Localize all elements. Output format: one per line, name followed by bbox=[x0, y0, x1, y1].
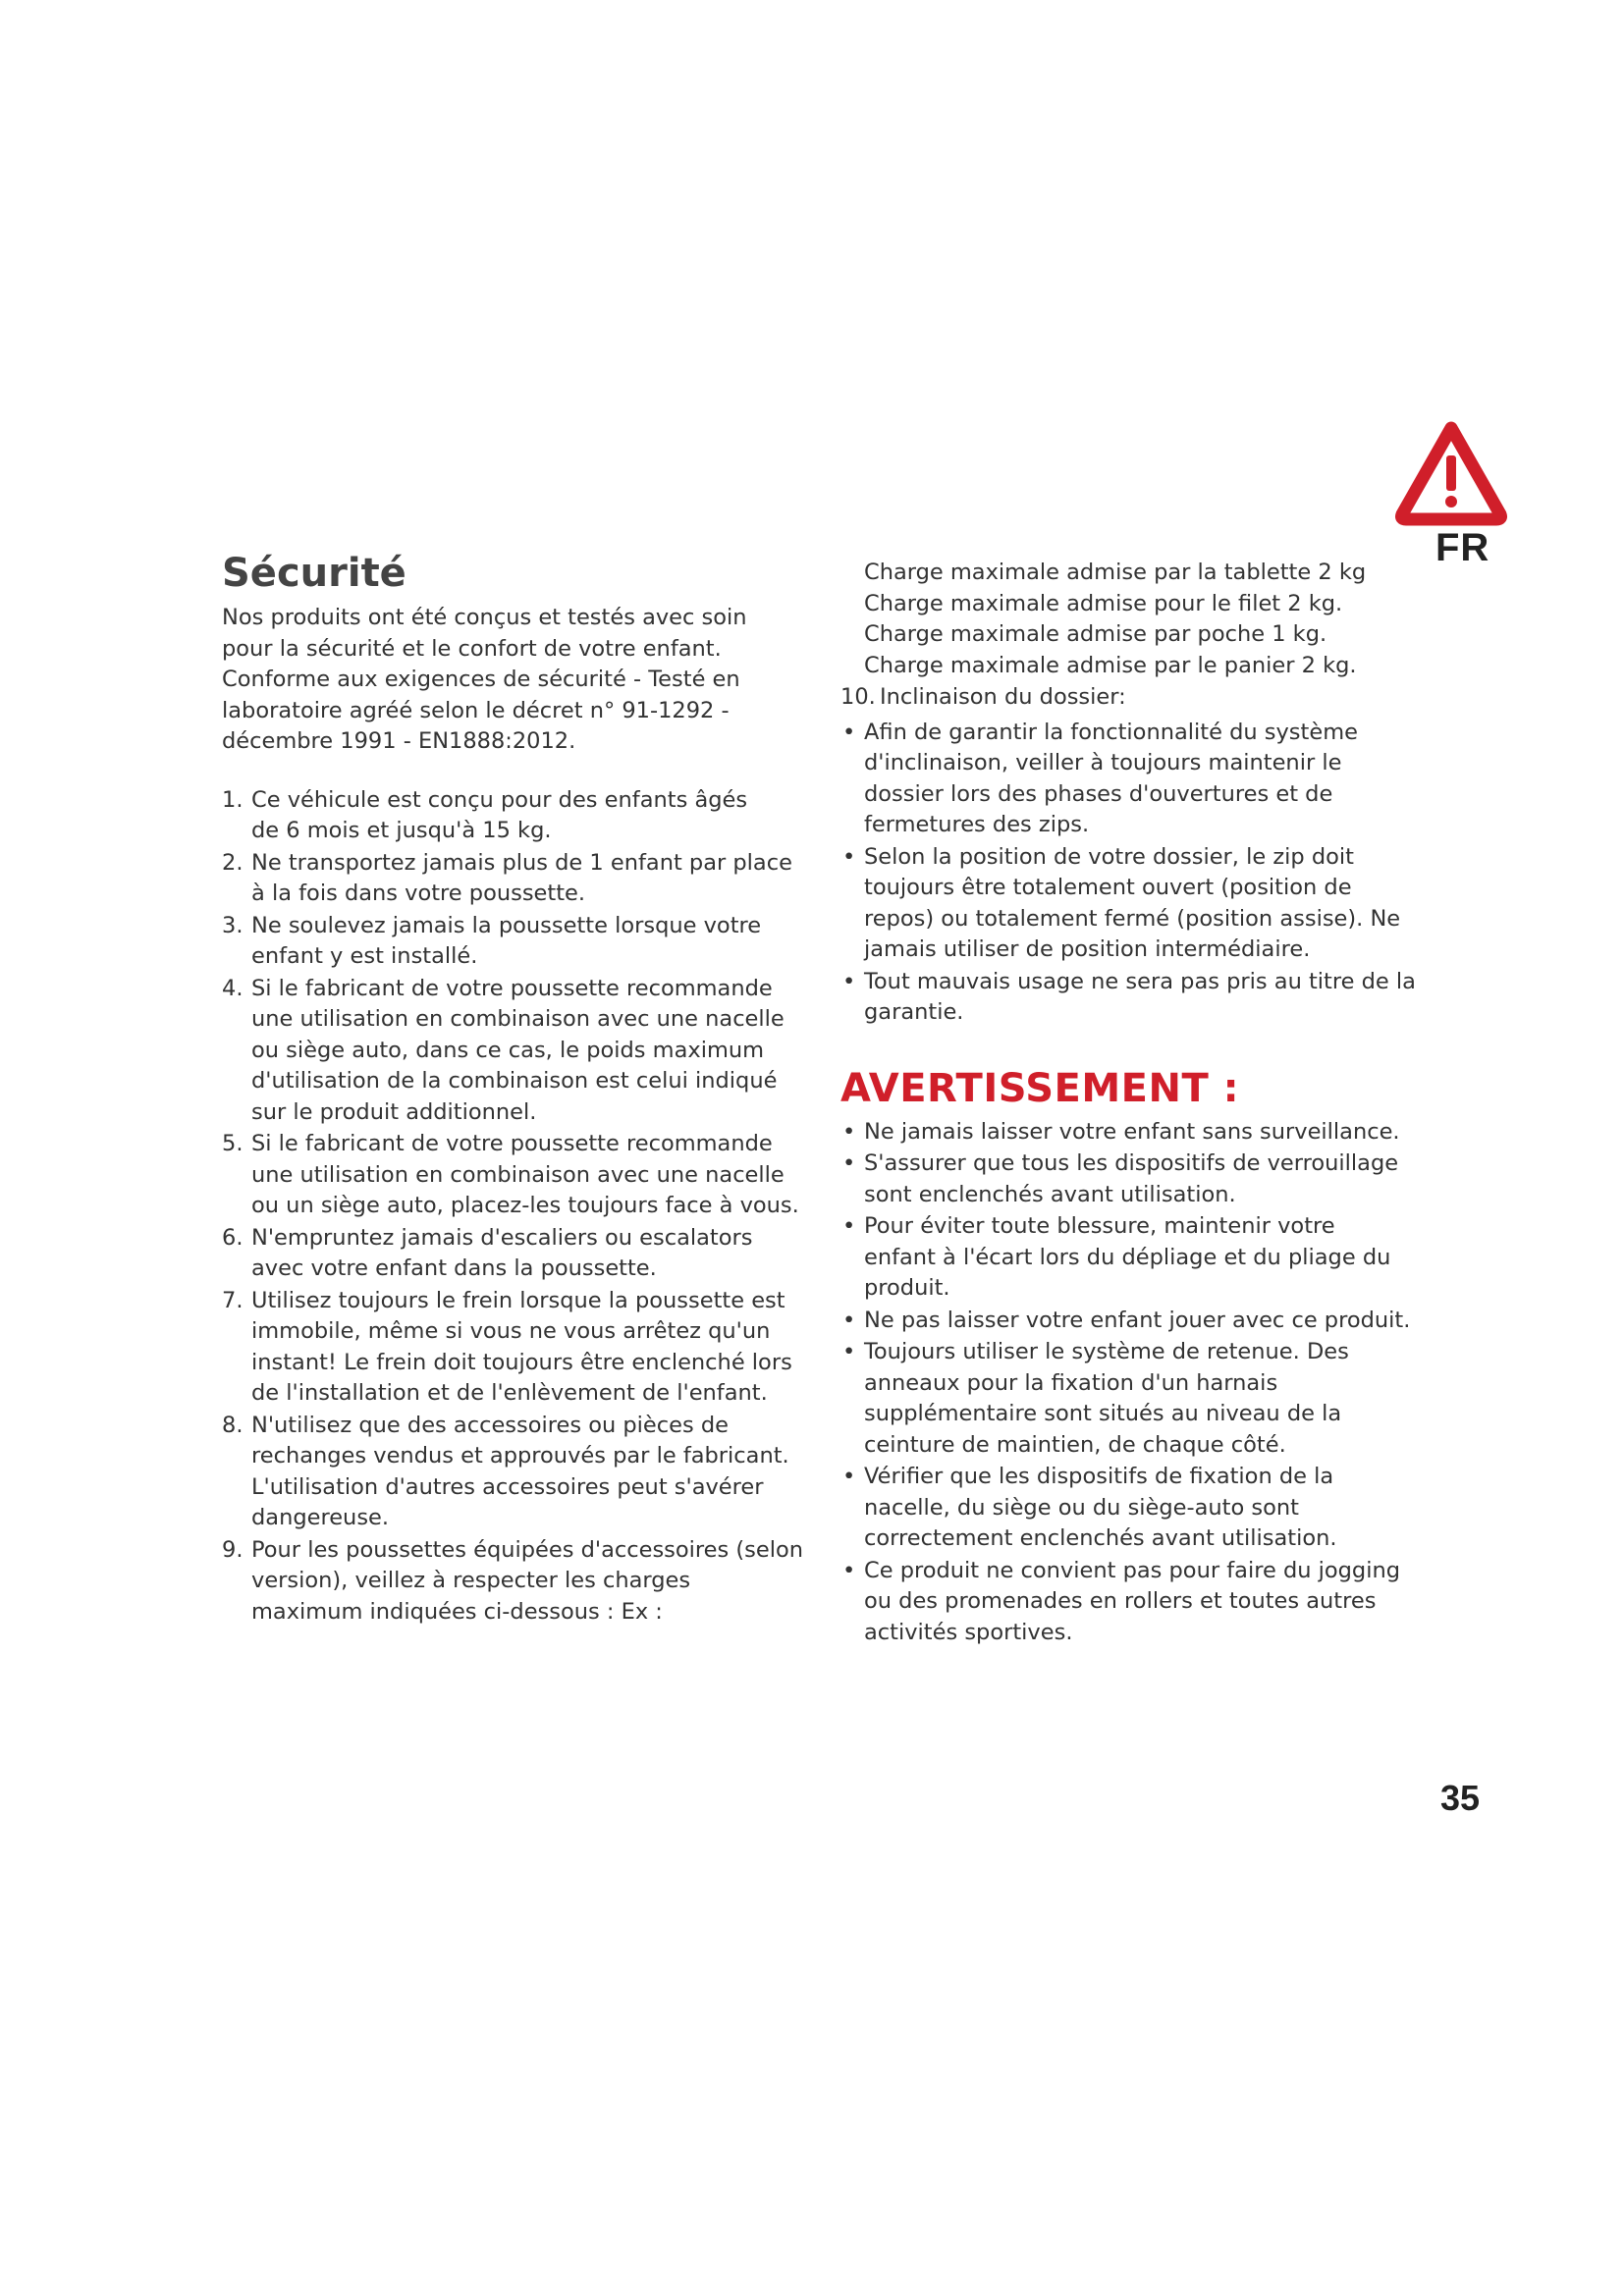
item-line: de 6 mois et jusqu'à 15 kg. bbox=[251, 818, 552, 843]
item-line: avec votre enfant dans la poussette. bbox=[251, 1255, 657, 1281]
item-line: immobile, même si vous ne vous arrêtez qu'un bbox=[251, 1318, 771, 1344]
item-number: 9. bbox=[222, 1536, 244, 1563]
bullet-item bbox=[840, 967, 1469, 1029]
language-label: FR bbox=[1435, 526, 1490, 569]
item-number: 10. bbox=[840, 684, 876, 710]
item-line: sur le produit additionnel. bbox=[251, 1098, 537, 1125]
bullet-item bbox=[840, 1556, 1469, 1649]
max-load-list bbox=[864, 558, 1469, 681]
item-line: ceinture de maintien, de chaque côté. bbox=[864, 1431, 1286, 1458]
right-column bbox=[840, 558, 1469, 1649]
item-line: fermetures des zips. bbox=[864, 812, 1090, 837]
item-line: ou siège auto, dans ce cas, le poids maximum bbox=[251, 1037, 765, 1063]
list-item-10 bbox=[840, 682, 1469, 714]
item-line: nacelle, du siège ou du siège-auto sont bbox=[864, 1494, 1299, 1521]
item-line: • Ne jamais laisser votre enfant sans surveillance. bbox=[864, 1118, 1400, 1145]
item-line: • S'assurer que tous les dispositifs de verrouillage bbox=[864, 1150, 1399, 1176]
bullet-item bbox=[840, 1148, 1469, 1210]
item-line: N'utilisez que des accessoires ou pièces de bbox=[251, 1412, 729, 1438]
intro-line: laboratoire agréé selon le décret n° 91-1292 - bbox=[222, 697, 730, 723]
list-item bbox=[222, 1129, 850, 1222]
item-line: d'utilisation de la combinaison est celui indiqué bbox=[251, 1068, 778, 1094]
item-number: 8. bbox=[222, 1412, 244, 1438]
max-load-line: Charge maximale admise par poche 1 kg. bbox=[864, 621, 1327, 647]
item-line: activités sportives. bbox=[864, 1619, 1073, 1645]
bullet-item bbox=[840, 718, 1469, 841]
list-item bbox=[222, 1535, 850, 1629]
intro-line: pour la sécurité et le confort de votre enfant. bbox=[222, 635, 722, 662]
max-load-line: Charge maximale admise pour le filet 2 kg. bbox=[864, 590, 1343, 616]
item-line: Ne transportez jamais plus de 1 enfant par place bbox=[251, 849, 792, 876]
item-line: correctement enclenchés avant utilisation. bbox=[864, 1525, 1337, 1551]
item-line: anneaux pour la fixation d'un harnais bbox=[864, 1369, 1278, 1396]
intro-line: Conforme aux exigences de sécurité - Testé en bbox=[222, 667, 740, 692]
item-line: ou un siège auto, placez-les toujours face à vous. bbox=[251, 1193, 799, 1218]
item-line: d'inclinaison, veiller à toujours maintenir le bbox=[864, 750, 1342, 775]
list-item bbox=[222, 785, 850, 847]
security-title: Sécurité bbox=[222, 551, 406, 596]
item-line: de l'installation et de l'enlèvement de l'enfant. bbox=[251, 1380, 768, 1406]
item-line: instant! Le frein doit toujours être enclenché lors bbox=[251, 1349, 792, 1375]
item-line: • Selon la position de votre dossier, le zip doit bbox=[864, 843, 1354, 870]
item-line: rechanges vendus et approuvés par le fabricant. bbox=[251, 1443, 789, 1468]
item-line: toujours être totalement ouvert (position de bbox=[864, 875, 1352, 900]
item-line: Ce véhicule est conçu pour des enfants âgés bbox=[251, 786, 748, 813]
item-line: dossier lors des phases d'ouvertures et de bbox=[864, 780, 1333, 807]
item-number: 3. bbox=[222, 912, 244, 938]
page-number: 35 bbox=[1440, 1778, 1481, 1818]
item-line: produit. bbox=[864, 1275, 950, 1301]
item-number: 5. bbox=[222, 1131, 244, 1156]
list-item bbox=[222, 974, 850, 1129]
item-line: Si le fabricant de votre poussette recommande bbox=[251, 975, 773, 1001]
item-line: L'utilisation d'autres accessoires peut s'avérer bbox=[251, 1473, 764, 1500]
bullet-item bbox=[840, 842, 1469, 966]
item-number: 4. bbox=[222, 975, 244, 1001]
item-line: version), veillez à respecter les charges bbox=[251, 1568, 691, 1593]
item-line: ou des promenades en rollers et toutes autres bbox=[864, 1588, 1377, 1614]
item-line: repos) ou totalement fermé (position assise). Ne bbox=[864, 905, 1401, 932]
max-load-line: Charge maximale admise par le panier 2 kg. bbox=[864, 652, 1357, 678]
item-line: Utilisez toujours le frein lorsque la poussette est bbox=[251, 1287, 785, 1313]
item-number: 7. bbox=[222, 1287, 244, 1313]
item-line: N'empruntez jamais d'escaliers ou escalators bbox=[251, 1224, 753, 1251]
warning-title: AVERTISSEMENT : bbox=[840, 1065, 1240, 1111]
item-line: enfant y est installé. bbox=[251, 943, 478, 969]
item-text: Inclinaison du dossier: bbox=[880, 684, 1126, 710]
item-line: à la fois dans votre poussette. bbox=[251, 881, 586, 906]
security-intro bbox=[222, 603, 850, 758]
item-line: • Ne pas laisser votre enfant jouer avec ce produit. bbox=[864, 1307, 1411, 1333]
bullet-item bbox=[840, 1117, 1469, 1148]
item-line: garantie. bbox=[864, 999, 964, 1025]
item-line: une utilisation en combinaison avec une nacelle bbox=[251, 1161, 785, 1188]
item-line: Pour les poussettes équipées d'accessoires (selon bbox=[251, 1536, 803, 1563]
list-item bbox=[222, 848, 850, 910]
max-load-line: Charge maximale admise par la tablette 2 kg bbox=[864, 560, 1367, 585]
left-column bbox=[222, 550, 850, 1629]
item-line: jamais utiliser de position intermédiaire. bbox=[864, 936, 1311, 962]
item-line: • Ce produit ne convient pas pour faire du jogging bbox=[864, 1557, 1401, 1583]
item-number: 6. bbox=[222, 1224, 244, 1251]
warning-triangle-icon bbox=[1392, 418, 1510, 528]
item-line: • Tout mauvais usage ne sera pas pris au titre de la bbox=[864, 968, 1416, 994]
item-line: sont enclenchés avant utilisation. bbox=[864, 1181, 1236, 1207]
bullet-item bbox=[840, 1337, 1469, 1461]
item-line: Si le fabricant de votre poussette recommande bbox=[251, 1131, 773, 1156]
list-item bbox=[222, 911, 850, 973]
bullet-item bbox=[840, 1211, 1469, 1305]
item-line: • Vérifier que les dispositifs de fixation de la bbox=[864, 1464, 1334, 1489]
list-item bbox=[222, 1411, 850, 1534]
item-number: 1. bbox=[222, 786, 244, 813]
item-line: • Pour éviter toute blessure, maintenir votre bbox=[864, 1213, 1335, 1239]
item-line: • Afin de garantir la fonctionnalité du système bbox=[864, 719, 1358, 745]
item-line: une utilisation en combinaison avec une nacelle bbox=[251, 1006, 785, 1032]
intro-line: Nos produits ont été conçus et testés avec soin bbox=[222, 605, 747, 630]
list-item bbox=[222, 1223, 850, 1285]
item-line: Ne soulevez jamais la poussette lorsque votre bbox=[251, 912, 762, 938]
security-list bbox=[222, 785, 850, 1629]
bullet-item bbox=[840, 1306, 1469, 1337]
bullet-item bbox=[840, 1462, 1469, 1555]
item-line: supplémentaire sont situés au niveau de la bbox=[864, 1401, 1342, 1426]
intro-line: décembre 1991 - EN1888:2012. bbox=[222, 728, 576, 754]
warning-bullet-list bbox=[840, 1117, 1469, 1649]
item-number: 2. bbox=[222, 849, 244, 876]
item-line: • Toujours utiliser le système de retenue. Des bbox=[864, 1339, 1349, 1364]
list-item bbox=[222, 1286, 850, 1410]
item-line: maximum indiquées ci-dessous : Ex : bbox=[251, 1598, 663, 1625]
item-line: dangereuse. bbox=[251, 1505, 390, 1530]
item-line: enfant à l'écart lors du dépliage et du pliage du bbox=[864, 1244, 1391, 1270]
recline-bullet-list bbox=[840, 718, 1469, 1029]
